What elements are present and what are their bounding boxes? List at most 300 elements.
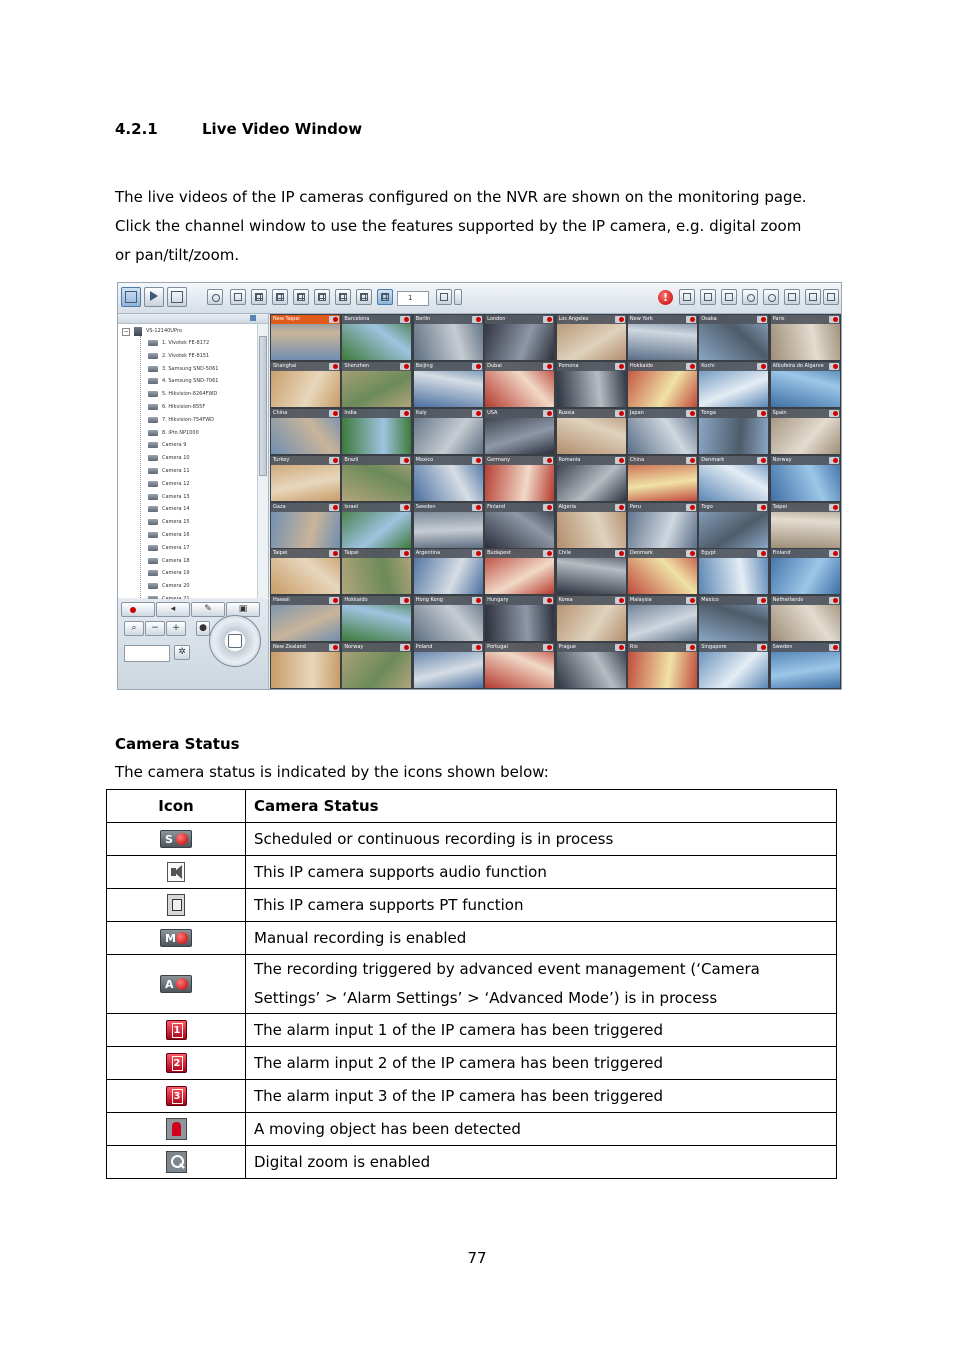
table-row [107, 1146, 837, 1179]
recording-status-icon [329, 504, 339, 511]
table-row [107, 922, 837, 955]
recording-status-icon [757, 550, 767, 557]
server-node[interactable] [123, 325, 182, 337]
video-channel-tile[interactable] [342, 503, 411, 548]
channel-label: Tonga [699, 409, 768, 418]
channel-label: Germany [485, 456, 554, 465]
recording-status-icon [400, 457, 410, 464]
icon-cell [107, 1113, 246, 1146]
tree-item-camera[interactable] [162, 491, 190, 503]
advanced-recording-icon [160, 975, 192, 993]
layout-64-icon[interactable] [377, 289, 393, 305]
recording-status-icon [829, 410, 839, 417]
channel-label: Finland [771, 549, 840, 558]
tree-item-camera[interactable] [162, 388, 217, 400]
layout-8-icon[interactable] [293, 289, 309, 305]
channel-label: Taipei [342, 549, 411, 558]
microphone-button[interactable] [191, 602, 225, 617]
status-description: The alarm input 3 of the IP camera has been triggered [246, 1080, 837, 1113]
channel-label: Brazil [342, 456, 411, 465]
channel-label: Taipei [771, 503, 840, 512]
tree-item-camera[interactable] [162, 337, 209, 349]
recording-status-icon [757, 363, 767, 370]
tree-item-label: 2. Vivotek FE-8151 [162, 352, 210, 359]
video-channel-tile[interactable] [628, 643, 697, 688]
gear-icon: ✲ [178, 647, 186, 657]
channel-label: Algeria [557, 503, 626, 512]
channel-label: Chile [557, 549, 626, 558]
recording-status-icon [829, 457, 839, 464]
recording-status-icon [757, 457, 767, 464]
live-view-icon[interactable] [121, 287, 141, 307]
video-channel-tile[interactable] [771, 362, 840, 407]
tree-item-camera[interactable] [162, 529, 190, 541]
tree-item-label: 7. Hikvision-754FWD [162, 416, 214, 423]
recording-status-icon [615, 316, 625, 323]
tree-item-label: Camera 16 [162, 532, 190, 538]
video-channel-tile[interactable] [414, 596, 483, 641]
zoom-out-button[interactable]: − [145, 621, 165, 636]
camera-tree [118, 314, 269, 598]
channel-label: Beijing [414, 362, 483, 371]
playback-icon[interactable] [144, 287, 164, 307]
recording-status-icon [472, 597, 482, 604]
page-select[interactable]: 1 [397, 291, 429, 306]
channel-label: Los Angeles [557, 315, 626, 324]
channel-label: Albufeira do Algarve [771, 362, 840, 371]
section-title: Live Video Window [202, 120, 363, 138]
recording-status-icon [829, 597, 839, 604]
video-channel-tile[interactable] [557, 503, 626, 548]
video-channel-tile[interactable] [699, 362, 768, 407]
channel-label: Norway [771, 456, 840, 465]
scheduled-recording-icon [160, 830, 192, 848]
tree-item-camera[interactable] [162, 452, 190, 464]
table-row [107, 955, 837, 1014]
channel-label: Mexico [414, 456, 483, 465]
channel-label: Paris [771, 315, 840, 324]
fullscreen-icon[interactable] [207, 289, 223, 305]
video-channel-tile[interactable] [342, 456, 411, 501]
recording-status-icon [829, 644, 839, 651]
recording-status-icon [400, 504, 410, 511]
video-channel-tile[interactable] [485, 503, 554, 548]
recording-status-icon [686, 457, 696, 464]
channel-label: Egypt [699, 549, 768, 558]
camera-icon [148, 519, 158, 525]
section-heading [115, 120, 362, 138]
camera-icon [148, 353, 158, 359]
snapshot-icon[interactable] [742, 289, 758, 305]
video-channel-tile[interactable] [414, 549, 483, 594]
recording-status-icon [615, 504, 625, 511]
recording-status-icon [472, 316, 482, 323]
layout-6-icon[interactable] [272, 289, 288, 305]
video-channel-tile[interactable] [771, 503, 840, 548]
pt-icon [167, 894, 185, 916]
zoom-search-button[interactable] [124, 621, 144, 636]
alert-icon[interactable]: ! [658, 290, 673, 305]
tree-item-camera[interactable] [162, 427, 199, 439]
record-button[interactable] [121, 602, 155, 617]
globe-icon[interactable] [763, 289, 779, 305]
status-description: This IP camera supports audio function [246, 856, 837, 889]
video-channel-tile[interactable] [271, 315, 340, 360]
recording-status-icon [686, 410, 696, 417]
recording-status-icon [615, 363, 625, 370]
intro-line: The live videos of the IP cameras configured on the NVR are shown on the monitoring page. [115, 188, 807, 206]
video-channel-tile[interactable] [628, 456, 697, 501]
video-channel-tile[interactable] [699, 315, 768, 360]
tree-item-camera[interactable] [162, 465, 190, 477]
tree-item-camera[interactable] [162, 363, 218, 375]
video-channel-tile[interactable] [342, 596, 411, 641]
video-channel-tile[interactable] [414, 643, 483, 688]
channel-label: Malaysia [628, 596, 697, 605]
recording-status-icon [543, 550, 553, 557]
channel-label: Romania [557, 456, 626, 465]
collapse-icon[interactable]: − [123, 328, 129, 335]
tree-item-label: Camera 20 [162, 583, 190, 590]
channel-label: Portugal [485, 643, 554, 652]
recording-status-icon [329, 644, 339, 651]
icon-letter: A [165, 978, 174, 992]
video-channel-tile[interactable] [557, 409, 626, 454]
tree-item-label: Camera 12 [162, 480, 190, 487]
icon-cell [107, 955, 246, 1014]
video-channel-tile[interactable] [699, 549, 768, 594]
recording-status-icon [757, 504, 767, 511]
channel-label: Rio [628, 643, 697, 652]
channel-label: Hokkaido [628, 362, 697, 371]
channel-label: Spain [771, 409, 840, 418]
video-channel-tile[interactable] [271, 409, 340, 454]
tree-item-label: Camera 15 [162, 519, 190, 526]
video-channel-tile[interactable] [414, 503, 483, 548]
camera-icon [148, 494, 158, 500]
video-channel-tile[interactable] [557, 456, 626, 501]
channel-label: Hawaii [271, 596, 340, 605]
help-icon[interactable] [784, 289, 800, 305]
icon-digit: 2 [172, 1056, 183, 1071]
camera-status-intro: The camera status is indicated by the icons shown below: [115, 763, 549, 781]
recording-status-icon [543, 644, 553, 651]
video-channel-tile[interactable] [557, 643, 626, 688]
video-channel-tile[interactable] [699, 456, 768, 501]
channel-label: Gaza [271, 503, 340, 512]
status-description: Manual recording is enabled [246, 922, 837, 955]
alarm-input-1-icon [166, 1020, 187, 1040]
icon-letter: S [165, 833, 173, 847]
layout-9-icon[interactable] [314, 289, 330, 305]
icon-digit: 1 [172, 1023, 183, 1038]
multi-window-icon[interactable] [679, 289, 695, 305]
camera-status-heading: Camera Status [115, 735, 240, 753]
channel-label: USA [485, 409, 554, 418]
io-icon[interactable] [700, 289, 716, 305]
table-row [107, 889, 837, 922]
video-channel-tile[interactable] [414, 456, 483, 501]
preset-button[interactable] [196, 621, 210, 636]
table-row [107, 1047, 837, 1080]
status-description: Scheduled or continuous recording is in process [246, 823, 837, 856]
speaker-icon: ◂ [170, 604, 176, 614]
channel-label: Sweden [771, 643, 840, 652]
video-channel-tile[interactable] [628, 549, 697, 594]
section-number: 4.2.1 [115, 120, 158, 138]
camera-icon: ▣ [238, 604, 248, 614]
sequence-icon[interactable] [436, 289, 452, 305]
tree-scrollbar[interactable] [257, 324, 268, 598]
tree-item-camera[interactable] [162, 567, 190, 579]
video-channel-tile[interactable] [557, 549, 626, 594]
video-channel-tile[interactable] [271, 643, 340, 688]
channel-label: Budapest [485, 549, 554, 558]
channel-label: Denmark [628, 549, 697, 558]
info-icon[interactable] [805, 289, 821, 305]
camera-icon [148, 481, 158, 487]
tree-item-camera[interactable] [162, 503, 190, 515]
camera-status-table [106, 789, 837, 1179]
video-channel-tile[interactable] [771, 643, 840, 688]
preset-select[interactable] [124, 645, 170, 662]
tree-item-camera[interactable] [162, 401, 205, 413]
camera-icon [148, 583, 158, 589]
video-grid [270, 314, 841, 689]
tree-item-label: 8. iPro NP1000 [162, 429, 199, 436]
tree-item-camera[interactable] [162, 350, 209, 362]
status-description: A moving object has been detected [246, 1113, 837, 1146]
icon-cell [107, 1014, 246, 1047]
channel-label: Prague [557, 643, 626, 652]
video-channel-tile[interactable] [485, 315, 554, 360]
recording-status-icon [757, 316, 767, 323]
channel-label: Osaka [699, 315, 768, 324]
recording-status-icon [829, 550, 839, 557]
channel-label: Finland [485, 503, 554, 512]
channel-label: Taipei [271, 549, 340, 558]
video-channel-tile[interactable] [699, 409, 768, 454]
status-column-header: Camera Status [246, 790, 837, 823]
monitor-toolbar [118, 283, 841, 314]
recording-status-icon [686, 644, 696, 651]
logout-icon[interactable] [823, 289, 839, 305]
channel-label: Italy [414, 409, 483, 418]
recording-status-icon [686, 363, 696, 370]
pin-icon[interactable] [250, 315, 256, 321]
video-channel-tile[interactable] [699, 596, 768, 641]
search-icon: ⌕ [131, 623, 137, 633]
digital-zoom-icon [166, 1151, 187, 1173]
layout-10-icon[interactable] [335, 289, 351, 305]
camera-icon [148, 366, 158, 372]
video-channel-tile[interactable] [485, 456, 554, 501]
video-channel-tile[interactable] [771, 456, 840, 501]
video-channel-tile[interactable] [628, 503, 697, 548]
video-channel-tile[interactable] [342, 549, 411, 594]
live-video-screenshot [117, 282, 842, 690]
video-channel-tile[interactable] [628, 409, 697, 454]
video-channel-tile[interactable] [557, 596, 626, 641]
camera-icon [148, 455, 158, 461]
camera-icon [148, 430, 158, 436]
recording-status-icon [329, 597, 339, 604]
scroll-thumb[interactable] [259, 336, 267, 476]
channel-label: Hokkaido [342, 596, 411, 605]
recording-status-icon [400, 550, 410, 557]
status-description: The alarm input 1 of the IP camera has been triggered [246, 1014, 837, 1047]
settings-button[interactable] [174, 645, 190, 660]
tree-item-camera[interactable] [162, 580, 190, 592]
video-channel-tile[interactable] [342, 362, 411, 407]
video-channel-tile[interactable] [557, 315, 626, 360]
icon-cell [107, 1146, 246, 1179]
video-channel-tile[interactable] [771, 315, 840, 360]
video-channel-tile[interactable] [342, 409, 411, 454]
recording-status-icon [329, 457, 339, 464]
channel-label: Turkey [271, 456, 340, 465]
recording-status-icon [615, 644, 625, 651]
video-channel-tile[interactable] [271, 362, 340, 407]
video-channel-tile[interactable] [414, 315, 483, 360]
video-channel-tile[interactable] [271, 596, 340, 641]
manual-recording-icon [160, 929, 192, 947]
video-channel-tile[interactable] [271, 503, 340, 548]
channel-label: Korea [557, 596, 626, 605]
channel-label: Poland [414, 643, 483, 652]
channel-label: Barcelona [342, 315, 411, 324]
channel-label: Singapore [699, 643, 768, 652]
recording-status-icon [329, 550, 339, 557]
tree-item-camera[interactable] [162, 516, 190, 528]
channel-label: Dubai [485, 362, 554, 371]
table-row [107, 823, 837, 856]
camera-icon [148, 558, 158, 564]
camera-icon [148, 468, 158, 474]
table-row [107, 1080, 837, 1113]
ptz-center[interactable] [228, 634, 242, 648]
recording-status-icon [686, 316, 696, 323]
recording-status-icon [757, 410, 767, 417]
icon-cell [107, 856, 246, 889]
layout-4-icon[interactable] [251, 289, 267, 305]
recording-status-icon [686, 550, 696, 557]
recording-status-icon [543, 504, 553, 511]
video-channel-tile[interactable] [771, 596, 840, 641]
video-channel-tile[interactable] [414, 362, 483, 407]
camera-icon [148, 417, 158, 423]
recording-status-icon [615, 597, 625, 604]
video-channel-tile[interactable] [699, 643, 768, 688]
video-channel-tile[interactable] [342, 643, 411, 688]
channel-label: Peru [628, 503, 697, 512]
tree-item-camera[interactable] [162, 375, 218, 387]
channel-label: Kochi [699, 362, 768, 371]
recording-status-icon [543, 316, 553, 323]
layout-1-icon[interactable] [230, 289, 246, 305]
filmstrip-icon[interactable] [167, 287, 187, 307]
tree-item-camera[interactable] [162, 478, 190, 490]
channel-label: New York [628, 315, 697, 324]
video-channel-tile[interactable] [485, 549, 554, 594]
video-channel-tile[interactable] [271, 456, 340, 501]
video-channel-tile[interactable] [342, 315, 411, 360]
camera-icon [148, 442, 158, 448]
display-icon[interactable] [721, 289, 737, 305]
video-channel-tile[interactable] [628, 596, 697, 641]
zoom-in-button[interactable]: + [166, 621, 186, 636]
audio-icon [167, 862, 185, 882]
recording-status-icon [400, 644, 410, 651]
icon-digit: 3 [172, 1089, 183, 1104]
camera-icon [148, 570, 158, 576]
tree-item-camera[interactable] [162, 414, 214, 426]
tree-item-label: Camera 10 [162, 455, 190, 462]
layout-16-icon[interactable] [356, 289, 372, 305]
video-channel-tile[interactable] [271, 549, 340, 594]
recording-status-icon [472, 363, 482, 370]
video-channel-tile[interactable] [771, 409, 840, 454]
video-channel-tile[interactable] [485, 362, 554, 407]
icon-cell [107, 823, 246, 856]
ptz-dpad[interactable] [209, 615, 261, 667]
recording-status-icon [543, 597, 553, 604]
microphone-icon: ✎ [204, 604, 212, 614]
channel-label: Israel [342, 503, 411, 512]
record-icon [130, 607, 136, 613]
video-channel-tile[interactable] [414, 409, 483, 454]
recording-status-icon [329, 410, 339, 417]
video-channel-tile[interactable] [771, 549, 840, 594]
video-channel-tile[interactable] [485, 643, 554, 688]
audio-button[interactable] [156, 602, 190, 617]
channel-label: Shenzhen [342, 362, 411, 371]
recording-status-icon [686, 504, 696, 511]
tree-header [118, 314, 268, 324]
tree-item-label: Camera 14 [162, 506, 190, 513]
recording-status-icon [472, 504, 482, 511]
channel-label: London [485, 315, 554, 324]
icon-cell [107, 889, 246, 922]
recording-status-icon [543, 363, 553, 370]
intro-line: Click the channel window to use the features supported by the IP camera, e.g. digital zoom [115, 217, 802, 235]
tree-item-label: Camera 13 [162, 493, 190, 500]
video-channel-tile[interactable] [699, 503, 768, 548]
tree-item-label: Camera 9 [162, 442, 187, 449]
camera-icon [148, 378, 158, 384]
channel-label: Russia [557, 409, 626, 418]
video-channel-tile[interactable] [557, 362, 626, 407]
video-channel-tile[interactable] [628, 362, 697, 407]
video-channel-tile[interactable] [485, 409, 554, 454]
icon-letter: M [165, 932, 176, 946]
chevron-right-icon[interactable] [454, 289, 462, 305]
tree-item-camera[interactable] [162, 555, 190, 567]
channel-label: Norway [342, 643, 411, 652]
recording-status-icon [757, 597, 767, 604]
tree-item-camera[interactable] [162, 439, 186, 451]
alarm-input-2-icon [166, 1053, 187, 1073]
tree-item-label: 1. Vivotek FE-8172 [162, 340, 210, 346]
tree-connector [140, 336, 141, 598]
tree-item-camera[interactable] [162, 542, 190, 554]
channel-label: Sweden [414, 503, 483, 512]
recording-status-icon [400, 316, 410, 323]
video-channel-tile[interactable] [628, 315, 697, 360]
video-channel-tile[interactable] [485, 596, 554, 641]
recording-status-icon [543, 410, 553, 417]
icon-cell [107, 922, 246, 955]
